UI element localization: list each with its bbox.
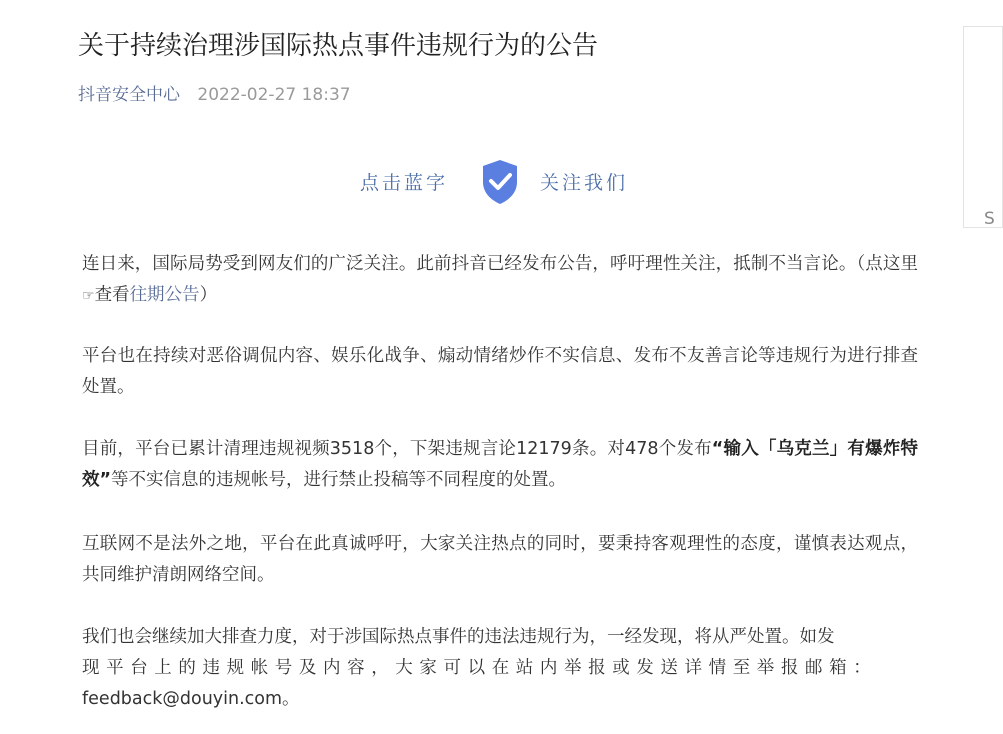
follow-banner-right-text: 关注我们 xyxy=(540,172,629,194)
article-meta xyxy=(78,82,351,108)
paragraph-1-text-a: 连日来，国际局势受到网友们的广泛关注。此前抖音已经发布公告，呼吁理性关注，抵制不当言论。（点这里 xyxy=(82,254,918,274)
report-email: feedback@douyin.com。 xyxy=(82,689,300,709)
paragraph-1-text-b: 查看 xyxy=(94,285,130,305)
paragraph-2: 平台也在持续对恶俗调侃内容、娱乐化战争、煽动情绪炒作不实信息、发布不友善言论等违规行为进行排查处置。 xyxy=(82,346,918,397)
shield-check-icon xyxy=(480,158,520,206)
follow-banner-left-text: 点击蓝字 xyxy=(360,172,449,194)
paragraph-1 xyxy=(82,249,918,312)
past-announcements-link[interactable]: 往期公告 xyxy=(129,285,200,305)
paragraph-3-text-b: 等不实信息的违规帐号，进行禁止投稿等不同程度的处置。 xyxy=(111,470,567,490)
account-name-link[interactable]: 抖音安全中心 xyxy=(78,85,180,105)
side-panel[interactable] xyxy=(963,26,1003,228)
follow-banner xyxy=(360,158,650,206)
publish-time: 2022-02-27 18:37 xyxy=(197,85,351,105)
hand-pointer-icon: ☞ xyxy=(82,288,95,304)
paragraph-5 xyxy=(82,622,918,715)
paragraph-3-text-a: 目前，平台已累计清理违规视频3518个，下架违规言论12179条。对478个发布 xyxy=(82,439,712,459)
paragraph-4: 互联网不是法外之地，平台在此真诚呼吁，大家关注热点的同时，要秉持客观理性的态度，谨慎表达观点，共同维护清朗网络空间。 xyxy=(82,534,918,585)
paragraph-3 xyxy=(82,434,918,496)
paragraph-3-bold-quote: “输入「乌克兰」有爆炸特效” xyxy=(82,439,918,490)
side-panel-text: S xyxy=(984,209,995,229)
paragraph-1-text-c: ） xyxy=(199,285,218,305)
paragraph-5-line-1: 我们也会继续加大排查力度，对于涉国际热点事件的违法违规行为，一经发现，将从严处置。如发 xyxy=(82,627,835,647)
article-title: 关于持续治理涉国际热点事件违规行为的公告 xyxy=(78,31,599,61)
paragraph-5-line-2: 现平台上的违规帐号及内容，大家可以在站内举报或发送详情至举报邮箱： xyxy=(82,658,878,678)
